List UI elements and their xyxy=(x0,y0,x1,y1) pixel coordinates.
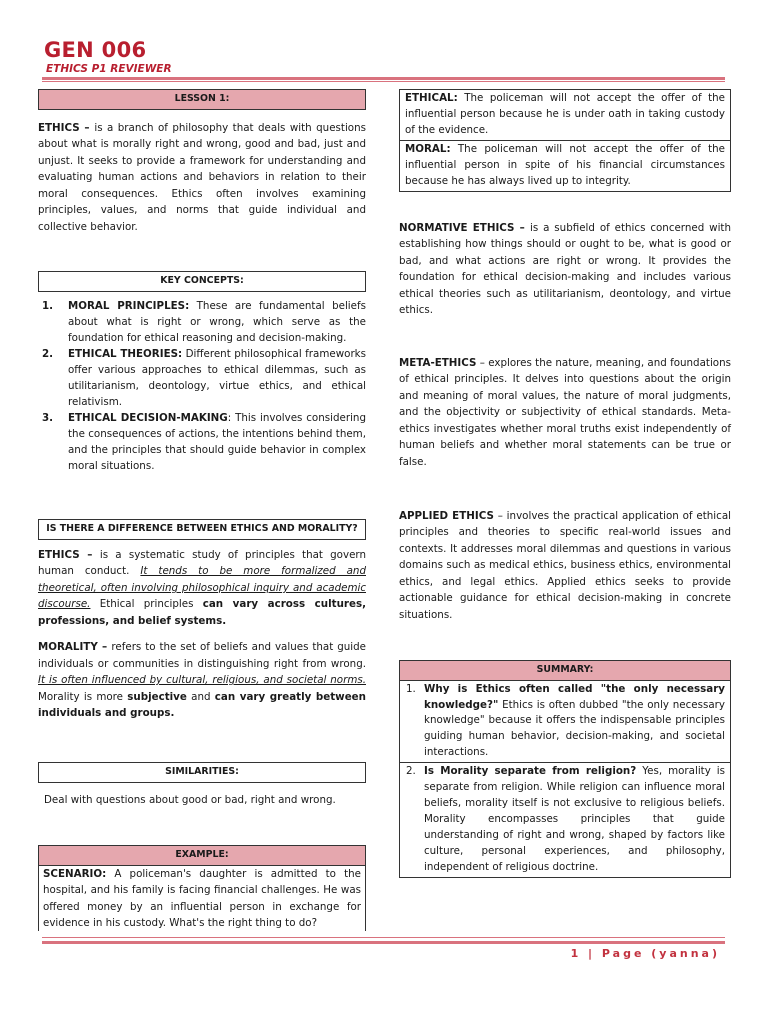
ethics-definition xyxy=(38,120,366,235)
key-concepts-heading: KEY CONCEPTS: xyxy=(38,271,366,292)
list-item: 2. ETHICAL THEORIES: Different philosophical frameworks offer various approaches to ethical dilemmas, such as utilitarianism, deontology, virtue ethics, and ethical relativism. xyxy=(42,347,367,408)
ethics-vs-morality xyxy=(38,547,366,722)
scenario-term: SCENARIO: xyxy=(43,867,107,880)
lesson-heading-box xyxy=(38,89,366,110)
example-section xyxy=(38,845,366,931)
list-item: 3. ETHICAL DECISION-MAKING: This involves considering the consequences of actions, the intentions behind them, and the principles that should guide behavior in complex moral situations. xyxy=(42,411,366,472)
summary-section xyxy=(399,660,731,878)
example-heading: EXAMPLE: xyxy=(38,845,366,866)
header-divider xyxy=(42,77,725,80)
list-item: 1. MORAL PRINCIPLES: These are fundamental beliefs about what is right or wrong, which serve as the foundation for ethical reasoning and decision-making. xyxy=(42,300,366,344)
list-item: 1. Why is Ethics often called "the only necessary knowledge?" Ethics is often dubbed "the only necessary knowledge" because it offers the indispensable principles guiding human behavior, decision-making, and societal interactions. xyxy=(399,681,731,764)
summary-heading: SUMMARY: xyxy=(399,660,731,681)
scenario-box: SCENARIO: A policeman's daughter is admitted to the hospital, and his family is facing financial challenges. He was offered money by an influential person in exchange for evidence in his custody. What's the right thing to do? xyxy=(38,866,366,932)
key-concepts-heading-box xyxy=(38,271,366,292)
morality-paragraph: MORALITY – refers to the set of beliefs and values that guide individuals or communities in distinguishing right from wrong. It is often influenced by cultural, religious, and societal norms. Morality is more subjective and can vary greatly between individuals and groups. xyxy=(38,641,366,720)
key-concepts-list xyxy=(38,299,366,474)
meta-ethics: META-ETHICS – explores the nature, meaning, and foundations of ethical principles. It delves into questions about the origin and meaning of moral values, the nature of moral judgments, and the objectivity or subjectivity of ethical standards. Meta-ethics investigates whether moral truths exist independently of human beliefs and whether moral statements can be true or false. xyxy=(399,357,731,468)
difference-heading-box xyxy=(38,519,366,540)
applied-ethics: APPLIED ETHICS – involves the practical application of ethical principles and theories to specific real-world issues and contexts. It addresses moral dilemmas and questions in various domains such as medical ethics, business ethics, environmental ethics, and legal ethics. Applied ethics seeks to provide actionable guidance for ethical decision-making in concrete situations. xyxy=(399,510,731,621)
ethics-term: ETHICS – xyxy=(38,122,95,134)
ethical-moral-table xyxy=(399,89,731,192)
concept-term: ETHICAL THEORIES: xyxy=(68,347,183,360)
similarities-text: Deal with questions about good or bad, right and wrong. xyxy=(44,794,336,806)
summary-question: Why is Ethics often called "the only necessary knowledge?" xyxy=(424,682,725,711)
summary-question: Is Morality separate from religion? xyxy=(424,765,637,778)
footer-divider-thin xyxy=(42,937,725,938)
similarities-heading: SIMILARITIES: xyxy=(38,762,366,783)
similarities-heading-box xyxy=(38,762,366,783)
header-divider-thin xyxy=(42,81,725,82)
moral-cell: MORAL: The policeman will not accept the offer of the influential person in spite of his financial circumstances because he has always lived up to integrity. xyxy=(400,140,731,191)
concept-term: ETHICAL DECISION-MAKING xyxy=(68,411,228,424)
page-number: 1 | Page (yanna) xyxy=(570,947,720,960)
difference-heading: IS THERE A DIFFERENCE BETWEEN ETHICS AND MORALITY? xyxy=(38,519,366,540)
concept-term: MORAL PRINCIPLES: xyxy=(68,300,190,312)
ethics-body: is a branch of philosophy that deals with questions about what is morally right and wrong, good and bad, just and unjust. It seeks to provide a framework for understanding and evaluating human actions and behaviors in relation to their moral consequences. Ethics often involves examining principles, values, and norms that guide individual and collective behavior. xyxy=(38,122,366,233)
list-item: 2. Is Morality separate from religion? Yes, morality is separate from religion. While religion can influence moral beliefs, morality itself is not exclusive to religious beliefs. Morality encompasses principles that guide understanding of right and wrong, shaped by factors like culture, personal experiences, and philosophy, independent of religious doctrine. xyxy=(399,763,731,878)
document-subtitle: ETHICS P1 REVIEWER xyxy=(46,63,172,75)
footer-divider xyxy=(42,941,725,944)
lesson-heading: LESSON 1: xyxy=(38,89,366,110)
ethical-cell: ETHICAL: The policeman will not accept the offer of the influential person because he is under oath in taking custody of the evidence. xyxy=(400,90,731,141)
document-title: GEN 006 xyxy=(44,38,147,62)
ethics-paragraph: ETHICS – is a systematic study of principles that govern human conduct. It tends to be more formalized and theoretical, often involving philosophical inquiry and academic discourse. Ethical principles can vary across cultures, professions, and belief systems. xyxy=(38,549,367,627)
normative-ethics: NORMATIVE ETHICS – is a subfield of ethics concerned with establishing how things should or ought to be, what is good or bad, and what actions are right or wrong. It provides the foundation for ethical decision-making and includes various ethical theories such as utilitarianism, deontology, and virtue ethics. xyxy=(399,222,731,317)
